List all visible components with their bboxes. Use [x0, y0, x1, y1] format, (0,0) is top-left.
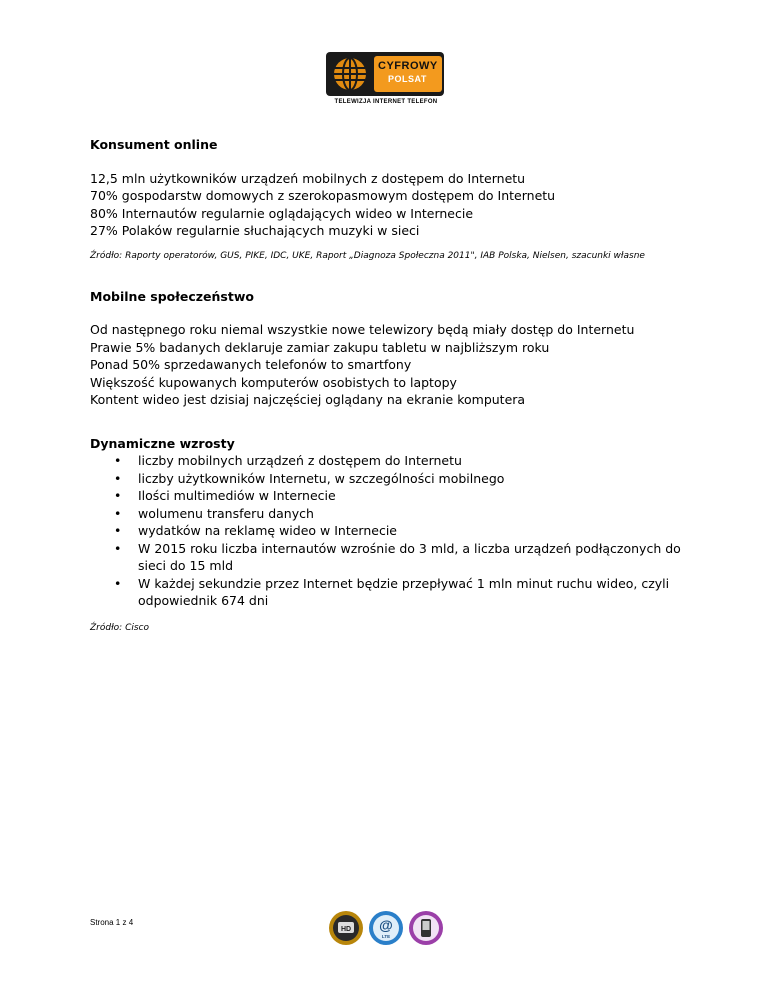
section2-line: Większość kupowanych komputerów osobistych to laptopy: [90, 374, 457, 390]
bullet-item: • W 2015 roku liczba internautów wzrośnie do 3 mld, a liczba urządzeń podłączonych do sieci do 15 mld: [90, 540, 690, 575]
cyfrowy-polsat-logo: [326, 52, 446, 108]
hd-icon-text: HD: [340, 926, 352, 933]
bullet-item: • liczby użytkowników Internetu, w szczególności mobilnego: [90, 470, 690, 488]
bullet-item: • wydatków na reklamę wideo w Internecie: [90, 522, 690, 540]
mobile-phone-icon: [408, 910, 444, 946]
section1-line: 70% gospodarstw domowych z szerokopasmowym dostępem do Internetu: [90, 188, 556, 203]
page-number: Strona 1 z 4: [90, 918, 134, 927]
section2-line: Prawie 5% badanych deklaruje zamiar zakupu tabletu w najbliższym roku: [90, 339, 550, 355]
section1-line: 80% Internautów regularnie oglądających wideo w Internecie: [90, 205, 474, 221]
lte-icon-text: LTE: [381, 934, 391, 939]
logo-brand-line2: POLSAT: [388, 74, 427, 84]
globe-icon: [332, 56, 368, 92]
bullet-item: • liczby mobilnych urządzeń z dostępem do Internetu: [90, 452, 690, 470]
bullet-item: • W każdej sekundzie przez Internet będzie przepływać 1 mln minut ruchu wideo, czyli odpowiednik 674 dni: [90, 575, 690, 610]
section1-line: 27% Polaków regularnie słuchających muzyki w sieci: [90, 223, 420, 238]
section3-heading: Dynamiczne wzrosty: [90, 435, 235, 451]
section2-line: Kontent wideo jest dzisiaj najczęściej oglądany na ekranie komputera: [90, 392, 526, 407]
lte-internet-icon: [368, 910, 404, 946]
section3-source: Źródło: Cisco: [90, 622, 149, 633]
svg-text:@: @: [379, 917, 393, 933]
hd-tv-icon: [328, 910, 364, 946]
logo-brand-line1: CYFROWY: [378, 60, 438, 72]
footer-icons: [326, 910, 446, 954]
section2-line: Od następnego roku niemal wszystkie nowe telewizory będą miały dostęp do Internetu: [90, 322, 635, 337]
logo-tagline: TELEWIZJA INTERNET TELEFON: [334, 99, 438, 105]
bullet-item: • Ilości multimediów w Internecie: [90, 487, 690, 505]
bullet-item: • wolumenu transferu danych: [90, 505, 690, 523]
section3-bullet-list: [90, 452, 690, 610]
section2-line: Ponad 50% sprzedawanych telefonów to smartfony: [90, 357, 412, 372]
section2-heading: Mobilne społeczeństwo: [90, 288, 254, 304]
section1-source: Źródło: Raporty operatorów, GUS, PIKE, IDC, UKE, Raport „Diagnoza Społeczna 2011", IAB Polska, Nielsen, szacunki własne: [90, 250, 645, 261]
section1-heading: Konsument online: [90, 137, 218, 152]
document-body: [90, 136, 690, 634]
section1-line: 12,5 mln użytkowników urządzeń mobilnych z dostępem do Internetu: [90, 170, 526, 186]
